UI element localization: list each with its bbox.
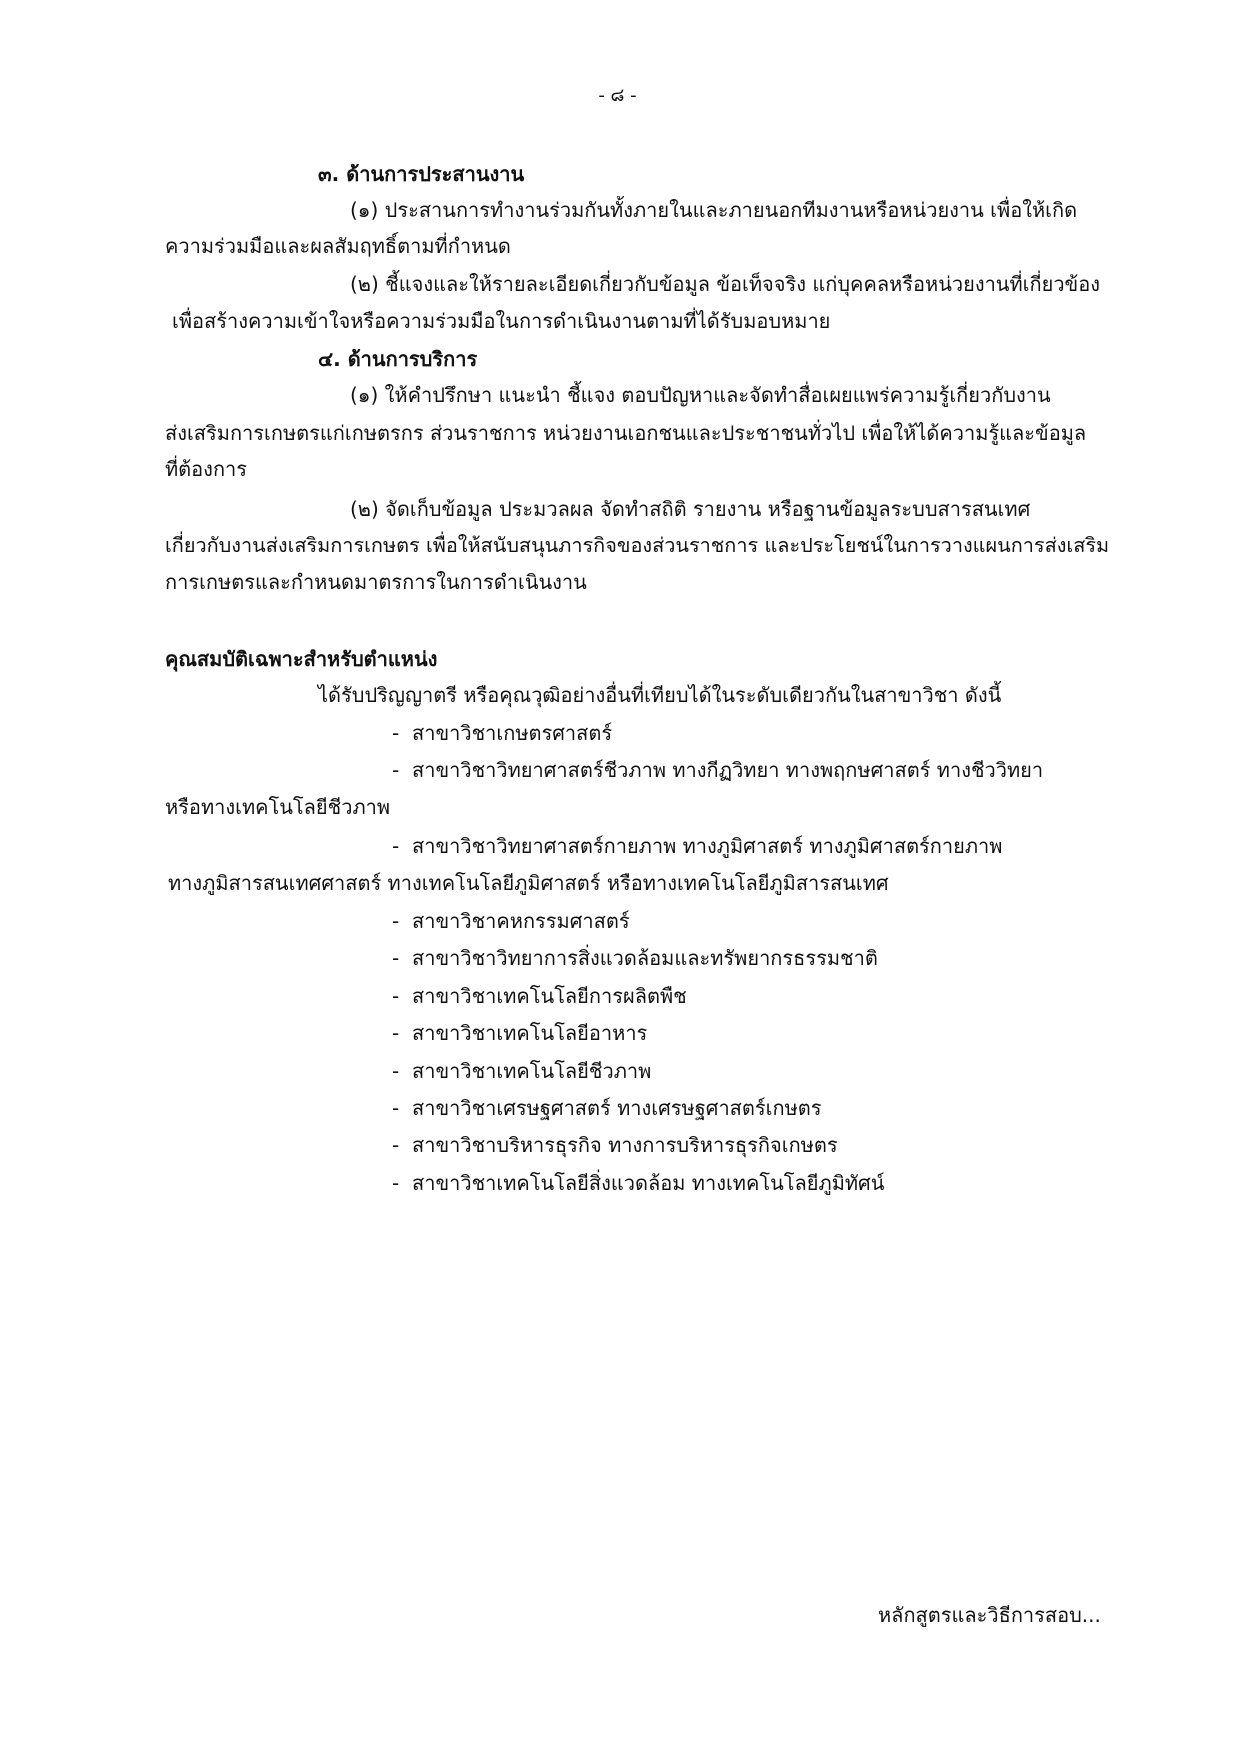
section3-item2-line2: เพื่อสร้างความเข้าใจหรือความร่วมมือในการดำเนินงานตามที่ได้รับมอบหมาย [172,309,831,333]
section4-item2-line2: เกี่ยวกับงานส่งเสริมการเกษตร เพื่อให้สนับสนุนภารกิจของส่วนราชการ และประโยชน์ในการวางแผนการส่งเสริม [165,534,1110,557]
dash-bullet: - [392,721,400,745]
dash-bullet: - [392,1059,400,1083]
qualification-item: สาขาวิชาเศรษฐศาสตร์ ทางเศรษฐศาสตร์เกษตร [412,1096,822,1120]
next-page-continuation: หลักสูตรและวิธีการสอบ... [878,1603,1101,1627]
dash-bullet: - [392,1171,400,1195]
qualification-item: สาขาวิชาเทคโนโลยีอาหาร [412,1021,648,1045]
qualification-item: สาขาวิชาวิทยาศาสตร์กายภาพ ทางภูมิศาสตร์ ทางภูมิศาสตร์กายภาพ [412,834,1003,858]
section4-item1-line1: (๑) ให้คำปรึกษา แนะนำ ชี้แจง ตอบปัญหาและจัดทำสื่อเผยแพร่ความรู้เกี่ยวกับงาน [350,383,1051,407]
dash-bullet: - [392,758,400,782]
section4-item1-line3: ที่ต้องการ [165,457,248,481]
dash-bullet: - [392,1021,400,1045]
section3-heading: ๓. ด้านการประสานงาน [318,162,525,186]
section3-item1-line2: ความร่วมมือและผลสัมฤทธิ์ตามที่กำหนด [165,234,511,258]
qualification-item-continuation: ทางภูมิสารสนเทศศาสตร์ ทางเทคโนโลยีภูมิศาสตร์ หรือทางเทคโนโลยีภูมิสารสนเทศ [168,871,889,895]
qualification-item: สาขาวิชาเทคโนโลยีสิ่งแวดล้อม ทางเทคโนโลยีภูมิทัศน์ [412,1171,885,1195]
page-number: - ๘ - [598,85,637,106]
dash-bullet: - [392,834,400,858]
section4-item1-line2: ส่งเสริมการเกษตรแก่เกษตรกร ส่วนราชการ หน่วยงานเอกชนและประชาชนทั่วไป เพื่อให้ได้ความรู้และข้อมูล [165,421,1087,445]
dash-bullet: - [392,909,400,933]
section4-item2-line3: การเกษตรและกำหนดมาตรการในการดำเนินงาน [165,570,587,594]
qualification-item-continuation: หรือทางเทคโนโลยีชีวภาพ [165,795,391,819]
section3-item2-line1: (๒) ชี้แจงและให้รายละเอียดเกี่ยวกับข้อมูล ข้อเท็จจริง แก่บุคคลหรือหน่วยงานที่เกี่ยวข้อง [350,272,1101,296]
dash-bullet: - [392,946,400,970]
qualifications-intro: ได้รับปริญญาตรี หรือคุณวุฒิอย่างอื่นที่เทียบได้ในระดับเดียวกันในสาขาวิชา ดังนี้ [318,683,1002,707]
qualification-item: สาขาวิชาเทคโนโลยีการผลิตพืช [412,984,687,1008]
section3-item1-line1: (๑) ประสานการทำงานร่วมกันทั้งภายในและภายนอกทีมงานหรือหน่วยงาน เพื่อให้เกิด [350,198,1078,222]
qualification-item: สาขาวิชาวิทยาศาสตร์ชีวภาพ ทางกีฏวิทยา ทางพฤกษศาสตร์ ทางชีววิทยา [412,758,1044,782]
qualification-item: สาขาวิชาคหกรรมศาสตร์ [412,909,630,933]
qualification-item: สาขาวิชาเกษตรศาสตร์ [412,721,613,745]
dash-bullet: - [392,1133,400,1157]
qualification-item: สาขาวิชาบริหารธุรกิจ ทางการบริหารธุรกิจเกษตร [412,1133,838,1157]
qualifications-heading: คุณสมบัติเฉพาะสำหรับตำแหน่ง [165,647,438,671]
section4-heading: ๔. ด้านการบริการ [318,347,478,371]
qualification-item: สาขาวิชาวิทยาการสิ่งแวดล้อมและทรัพยากรธรรมชาติ [412,946,878,970]
dash-bullet: - [392,1096,400,1120]
dash-bullet: - [392,984,400,1008]
section4-item2-line1: (๒) จัดเก็บข้อมูล ประมวลผล จัดทำสถิติ รายงาน หรือฐานข้อมูลระบบสารสนเทศ [350,497,1031,521]
qualification-item: สาขาวิชาเทคโนโลยีชีวภาพ [412,1059,652,1083]
